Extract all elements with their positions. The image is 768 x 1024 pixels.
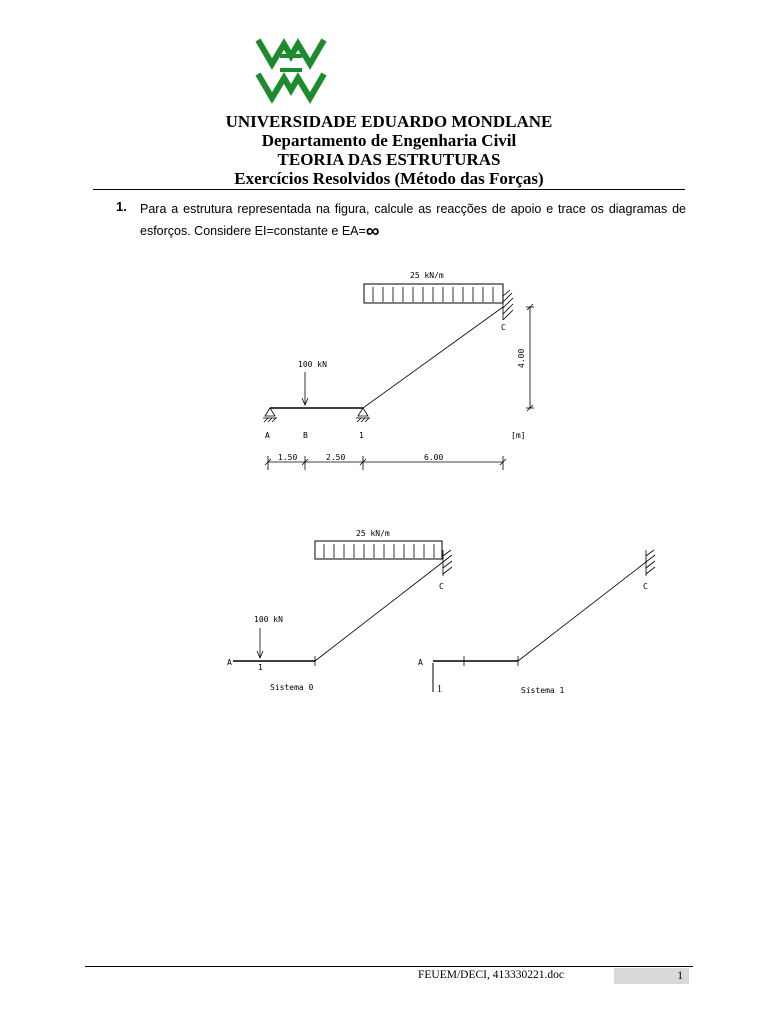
infinity-symbol: ∞ — [365, 221, 380, 242]
department-name: Departamento de Engenharia Civil — [261, 131, 517, 150]
system0-caption: Sistema 0 — [270, 683, 314, 692]
node-c-label: C — [501, 323, 506, 332]
distributed-load-1 — [364, 284, 503, 303]
footer-doc-ref: FEUEM/DECI, 413330221.doc — [418, 969, 564, 981]
footer-rule — [85, 966, 693, 967]
node-1-label-2: 1 — [258, 663, 263, 672]
node-a-label-2: A — [227, 658, 232, 667]
page-number: 1 — [614, 968, 689, 984]
point-load-label: 100 kN — [298, 360, 327, 369]
node-a-label-3: A — [418, 658, 423, 667]
dimension-1: 1.50 — [278, 453, 298, 462]
height-dimension-label: 4.00 — [517, 348, 526, 368]
dimension-2: 2.50 — [326, 453, 346, 462]
university-name: UNIVERSIDADE EDUARDO MONDLANE — [225, 112, 553, 131]
node-c-label-2: C — [439, 582, 444, 591]
node-c-label-3: C — [643, 582, 648, 591]
point-load-label-2: 100 kN — [254, 615, 283, 624]
question-number: 1. — [116, 199, 127, 214]
course-title: TEORIA DAS ESTRUTURAS — [277, 150, 501, 169]
unit-force-label: 1 — [437, 684, 442, 695]
dimension-3: 6.00 — [424, 453, 444, 462]
distributed-load-label-2: 25 kN/m — [356, 529, 390, 538]
node-a-label: A — [265, 431, 270, 440]
document-subtitle: Exercícios Resolvidos (Método das Forças) — [234, 169, 544, 188]
system1-caption: Sistema 1 — [521, 686, 565, 695]
node-1-label: 1 — [359, 431, 364, 440]
question-body: Para a estrutura representada na figura, calcule as reacções de apoio e trace os diagramas de esforços. Considere EI=constante e EA= — [140, 202, 686, 238]
distributed-load-2 — [315, 541, 442, 559]
distributed-load-label: 25 kN/m — [410, 271, 444, 280]
units-label: [m] — [511, 431, 526, 440]
node-b-label: B — [303, 431, 308, 440]
